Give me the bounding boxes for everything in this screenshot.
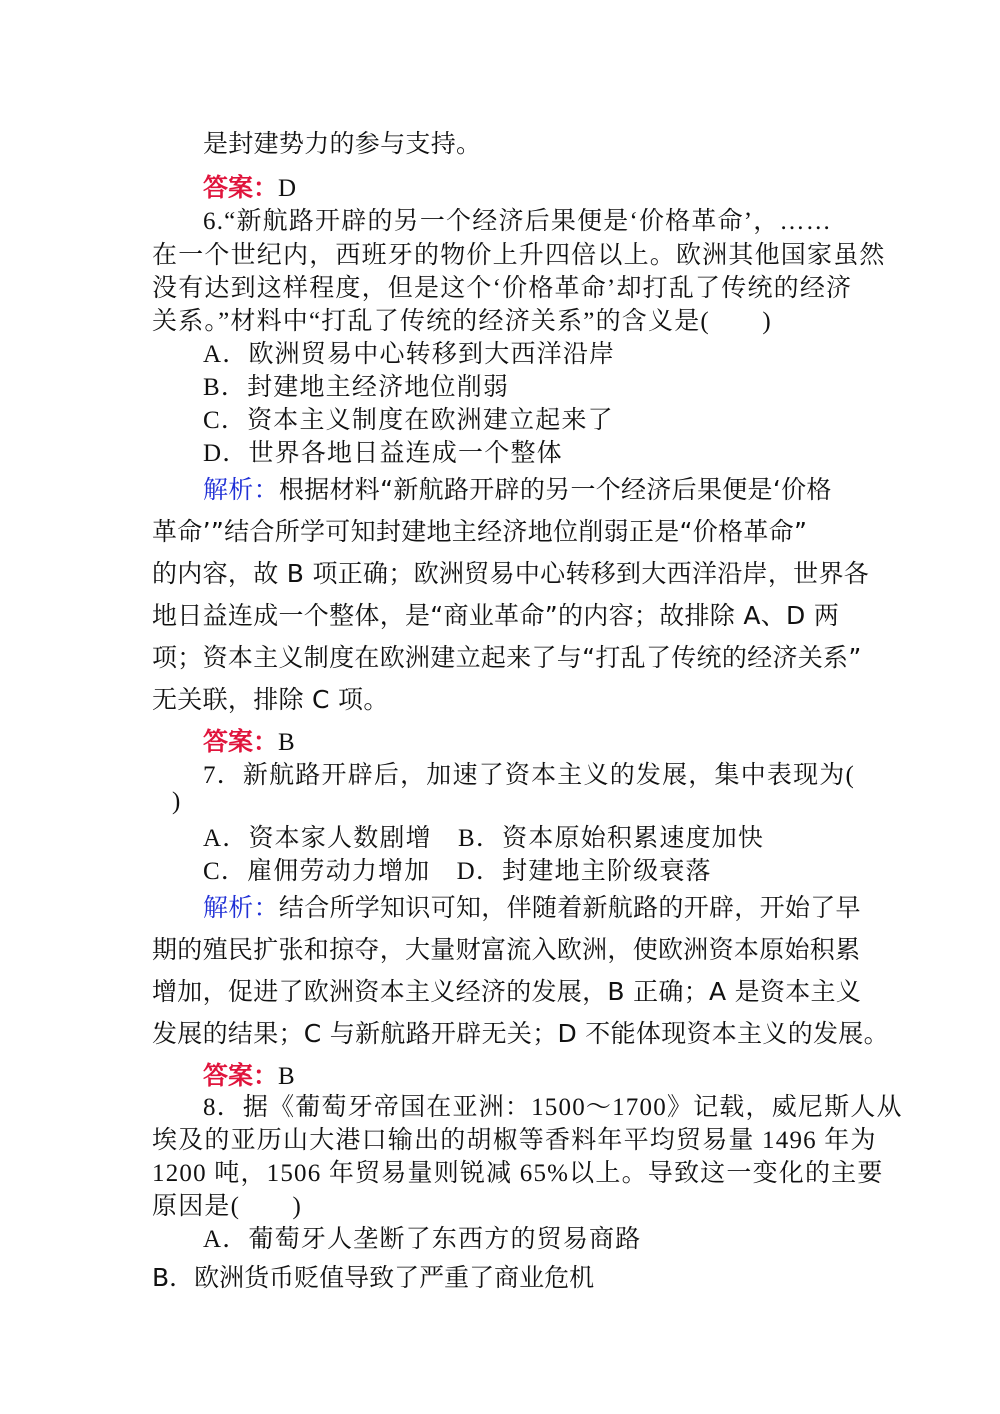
option-a: A．葡萄牙人垄断了东西方的贸易商路 — [203, 1226, 642, 1253]
explanation-6-line-3: 的内容，故 B 项正确；欧洲贸易中心转移到大西洋沿岸，世界各 — [152, 559, 870, 588]
explanation-6-line-2: 革命’”结合所学可知封建地主经济地位削弱正是“价格革命” — [152, 517, 808, 546]
option-b: B．欧洲货币贬值导致了严重了商业危机 — [152, 1263, 595, 1292]
text-line: 是封建势力的参与支持。 — [203, 129, 482, 158]
explanation-6-line-5: 项；资本主义制度在欧洲建立起来了与“打乱了传统的经济关系” — [152, 643, 862, 672]
option-d: D．世界各地日益连成一个整体 — [203, 440, 563, 467]
explanation-label: 解析： — [203, 893, 279, 922]
option-a: A．欧洲贸易中心转移到大西洋沿岸 — [203, 341, 616, 368]
options-a-b: A．资本家人数剧增 B．资本原始积累速度加快 — [203, 825, 765, 852]
question-6-line-4: 关系。”材料中“打乱了传统的经济关系”的含义是( ) — [152, 308, 772, 335]
answer-line-q6 — [203, 722, 295, 758]
question-8-line-2: 埃及的亚历山大港口输出的胡椒等香料年平均贸易量 1496 年为 — [152, 1127, 877, 1154]
explanation-7-line-2: 期的殖民扩张和掠夺，大量财富流入欧洲，使欧洲资本原始积累 — [152, 935, 861, 964]
question-8-line-4: 原因是( ) — [152, 1193, 303, 1220]
question-7-line-2: ) — [172, 788, 182, 815]
answer-value: B — [278, 729, 295, 756]
question-6-line-2: 在一个世纪内，西班牙的物价上升四倍以上。欧洲其他国家虽然 — [152, 242, 886, 269]
explanation-text: 结合所学知识可知，伴随着新航路的开辟，开始了早 — [278, 893, 861, 922]
question-6-line-1: 6.“新航路开辟的另一个经济后果便是‘价格革命’，…… — [203, 208, 832, 235]
option-b: B．封建地主经济地位削弱 — [203, 374, 510, 401]
options-c-d: C．雇佣劳动力增加 D．封建地主阶级衰落 — [203, 858, 712, 885]
answer-label: 答案： — [203, 1061, 279, 1090]
option-c: C．资本主义制度在欧洲建立起来了 — [203, 407, 614, 434]
explanation-label: 解析： — [203, 475, 279, 504]
explanation-6-line-4: 地日益连成一个整体，是“商业革命”的内容；故排除 A、D 两 — [152, 601, 840, 630]
explanation-6-line-1 — [203, 470, 832, 506]
question-8-line-1: 8．据《葡萄牙帝国在亚洲：1500～1700》记载，威尼斯人从 — [203, 1094, 903, 1121]
answer-value: D — [278, 175, 297, 202]
explanation-7-line-4: 发展的结果；C 与新航路开辟无关；D 不能体现资本主义的发展。 — [152, 1019, 889, 1048]
explanation-text: 根据材料“新航路开辟的另一个经济后果便是‘价格 — [278, 475, 832, 504]
question-7-line-1: 7．新航路开辟后，加速了资本主义的发展，集中表现为( — [203, 762, 856, 789]
question-8-line-3: 1200 吨，1506 年贸易量则锐减 65%以上。导致这一变化的主要 — [152, 1160, 884, 1187]
explanation-6-line-6: 无关联，排除 C 项。 — [152, 685, 389, 714]
answer-label: 答案： — [203, 173, 279, 202]
answer-value: B — [278, 1063, 295, 1090]
answer-label: 答案： — [203, 727, 279, 756]
explanation-7-line-3: 增加，促进了欧洲资本主义经济的发展，B 正确；A 是资本主义 — [152, 977, 862, 1006]
explanation-7-line-1 — [203, 888, 861, 924]
question-6-line-3: 没有达到这样程度，但是这个‘价格革命’却打乱了传统的经济 — [152, 275, 853, 302]
answer-line-q5 — [203, 168, 296, 204]
